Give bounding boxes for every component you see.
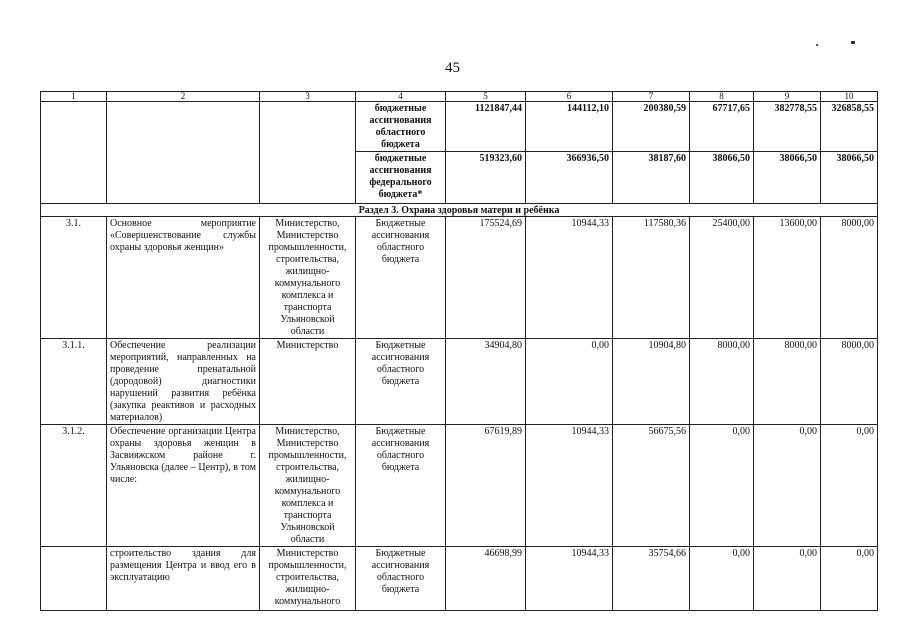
table-row <box>41 547 878 611</box>
value-cell: 8000,00 <box>690 339 754 425</box>
column-number: 9 <box>754 92 821 102</box>
funding-source: Бюджетные ассигнования областного бюджета <box>356 217 446 339</box>
activity-name: строительство здания для размещения Центра и ввод его в эксплуатацию <box>107 547 260 611</box>
section-title: Раздел 3. Охрана здоровья матери и ребёнка <box>41 204 878 217</box>
column-number: 6 <box>526 92 613 102</box>
value-cell: 366936,50 <box>526 152 613 204</box>
activity-name: Обеспечение реализации мероприятий, направленных на проведение пренатальной (дородовой) диагностики нарушений развития ребёнка (закупка реактивов и расходных материалов) <box>107 339 260 425</box>
value-cell: 46698,99 <box>446 547 526 611</box>
value-cell: 13600,00 <box>754 217 821 339</box>
column-number-row <box>41 92 878 102</box>
column-number: 5 <box>446 92 526 102</box>
value-cell: 10944,33 <box>526 217 613 339</box>
executor: Министерство, Министерство промышленности, строительства, жилищно-коммунального комплекса и транспорта Ульяновской области <box>260 425 356 547</box>
column-number: 7 <box>613 92 690 102</box>
value-cell: 0,00 <box>690 547 754 611</box>
value-cell: 0,00 <box>690 425 754 547</box>
column-number: 10 <box>821 92 878 102</box>
page-number: 45 <box>445 60 460 76</box>
value-cell: 56675,56 <box>613 425 690 547</box>
table-row <box>41 102 878 152</box>
value-cell: 8000,00 <box>821 217 878 339</box>
value-cell: 8000,00 <box>821 339 878 425</box>
value-cell: 38066,50 <box>690 152 754 204</box>
value-cell: 35754,66 <box>613 547 690 611</box>
empty-cell <box>41 102 107 204</box>
activity-name: Обеспечение организации Центра охраны здоровья женщин в Засвияжском районе г. Ульяновска (далее – Центр), в том числе: <box>107 425 260 547</box>
value-cell: 0,00 <box>754 425 821 547</box>
value-cell: 38187,60 <box>613 152 690 204</box>
value-cell: 0,00 <box>526 339 613 425</box>
funding-source: бюджетные ассигнования областного бюджета <box>356 102 446 152</box>
funding-source: Бюджетные ассигнования областного бюджета <box>356 547 446 611</box>
funding-source: Бюджетные ассигнования областного бюджета <box>356 339 446 425</box>
budget-table <box>40 91 878 611</box>
funding-source: Бюджетные ассигнования областного бюджета <box>356 425 446 547</box>
value-cell: 8000,00 <box>754 339 821 425</box>
row-id: 3.1. <box>41 217 107 339</box>
value-cell: 0,00 <box>821 425 878 547</box>
table-row <box>41 339 878 425</box>
scan-speck <box>816 44 818 46</box>
column-number: 1 <box>41 92 107 102</box>
empty-cell <box>107 102 260 204</box>
value-cell: 10904,80 <box>613 339 690 425</box>
funding-source: бюджетные ассигнования федерального бюджета* <box>356 152 446 204</box>
value-cell: 519323,60 <box>446 152 526 204</box>
value-cell: 10944,33 <box>526 547 613 611</box>
value-cell: 144112,10 <box>526 102 613 152</box>
table-row <box>41 425 878 547</box>
column-number: 3 <box>260 92 356 102</box>
column-number: 2 <box>107 92 260 102</box>
value-cell: 67619,89 <box>446 425 526 547</box>
table-row <box>41 217 878 339</box>
executor: Министерство, Министерство промышленности, строительства, жилищно-коммунального комплекса и транспорта Ульяновской области <box>260 217 356 339</box>
executor: Министерство <box>260 339 356 425</box>
value-cell: 117580,36 <box>613 217 690 339</box>
activity-name: Основное мероприятие «Совершенствование службы охраны здоровья женщин» <box>107 217 260 339</box>
value-cell: 34904,80 <box>446 339 526 425</box>
column-number: 8 <box>690 92 754 102</box>
value-cell: 1121847,44 <box>446 102 526 152</box>
value-cell: 382778,55 <box>754 102 821 152</box>
row-id: 3.1.2. <box>41 425 107 547</box>
value-cell: 38066,50 <box>821 152 878 204</box>
value-cell: 10944,33 <box>526 425 613 547</box>
value-cell: 0,00 <box>821 547 878 611</box>
value-cell: 200380,59 <box>613 102 690 152</box>
column-number: 4 <box>356 92 446 102</box>
value-cell: 25400,00 <box>690 217 754 339</box>
section-row <box>41 204 878 217</box>
value-cell: 38066,50 <box>754 152 821 204</box>
value-cell: 326858,55 <box>821 102 878 152</box>
value-cell: 175524,69 <box>446 217 526 339</box>
row-id: 3.1.1. <box>41 339 107 425</box>
value-cell: 67717,65 <box>690 102 754 152</box>
scan-speck <box>851 41 855 44</box>
empty-cell <box>260 102 356 204</box>
executor: Министерство промышленности, строительства, жилищно-коммунального <box>260 547 356 611</box>
value-cell: 0,00 <box>754 547 821 611</box>
row-id <box>41 547 107 611</box>
